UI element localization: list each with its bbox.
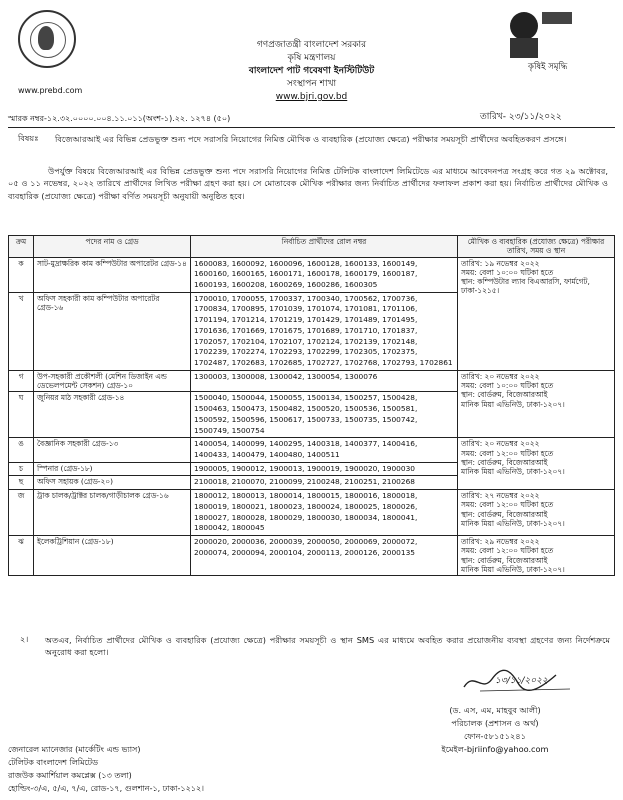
row-post: অফিস সহকারী কাম কম্পিউটার অপারেটর গ্রেড-১৬ [34, 292, 191, 370]
row-post: ট্রাক চালক/ট্রাক্টর চালক/গাড়ীচালক গ্রেড-১৬ [34, 490, 191, 536]
row-post: স্পিনার (গ্রেড-১৮) [34, 462, 191, 476]
row-schedule: তারিখ: ২৭ নভেম্বর ২০২২ সময়: বেলা ১২:০০ ঘটিকা হতে স্থান: বোর্ডরুম, বিজেআরআই মানিক মিয়া এভিনিউ, ঢাকা-১২০৭। [458, 490, 615, 536]
row-rolls: 2100018, 2100070, 2100099, 2100248, 2100251, 2100268 [191, 476, 458, 490]
row-serial: ছ [9, 476, 34, 490]
table-row [9, 490, 615, 536]
row-serial: ক [9, 257, 34, 292]
table-row [9, 370, 615, 392]
table-row [9, 536, 615, 576]
row-serial: খ [9, 292, 34, 370]
memo-date: তারিখ- ২৩/১১/২০২২ [480, 112, 562, 122]
closing-text: অতএব, নির্বাচিত প্রার্থীদের মৌখিক ও ব্যবহারিক (প্রযোজ্য ক্ষেত্রে) পরীক্ষার সময়সূচী ও স্থান SMS এর মাধ্যমে অবহিত করার প্রয়োজনীয় ব্যবস্থা গ্রহণের জন্য নির্দেশক্রমে অনুরোধ করা হলো। [45, 635, 610, 658]
address-line-1: জেনারেল ম্যানেজার (মার্কেটিং এন্ড ভ্যাস) [8, 745, 141, 754]
row-serial: জ [9, 490, 34, 536]
body-paragraph: উপর্যুক্ত বিষয়ে বিজেআরআই এর বিভিন্ন প্রেডভুক্ত শুন্য পদে সরাসরি নিয়োগের নিমিত্ত টেলিটক বাংলাদেশ লিমিটেডে এর মাধ্যমে আবেদনপত্র সংগ্রহ করে গত ২৯ অক্টোবর, ০৫ ও ১১ নভেম্বর, ২০২২ তারিখে প্রার্থীদের লিখিত পরীক্ষা গ্রহণ করা হয়। সে মোতাবেক মৌখিক পরীক্ষার জন্য নির্বাচিত প্রার্থীদের ফলাফল প্রকাশ করা হয়। নির্বাচিত প্রার্থীদের মৌখিক ও ব্যবহারিক (প্রযোজ্য ক্ষেত্রে) পরীক্ষা বর্ণিত সময়সূচী অনুযায়ী অনুষ্ঠিত হবে। [8, 166, 608, 201]
row-serial: গ [9, 370, 34, 392]
institute-title: বাংলাদেশ পাট গবেষণা ইনস্টিটিউট [248, 66, 375, 76]
signatory-designation: পরিচালক (প্রশাসন ও অর্থ) [451, 718, 539, 728]
memo-ref: স্মারক নম্বর-১২.৩২.০০০০.০০৪.১১.০১১(অংশ-১).২২. ১২৭৪ (৫০) [8, 114, 231, 123]
row-schedule: তারিখ: ২০ নভেম্বর ২০২২ সময়: বেলা ১০:০০ ঘটিকা হতে স্থান: বোর্ডরুম, বিজেআরআই মানিক মিয়া এভিনিউ, ঢাকা-১২০৭। [458, 370, 615, 437]
row-serial: ঘ [9, 392, 34, 438]
row-post: উপ-সহকারী প্রকৌশলী (মেশিন ডিজাইন এন্ড ডেভেলপমেন্ট সেকশন) গ্রেড-১০ [34, 370, 191, 392]
signature-date: ১৩/১১/২০২২ [495, 676, 548, 686]
website-center[interactable]: www.bjri.gov.bd [275, 92, 348, 102]
divider [8, 127, 615, 128]
row-schedule: তারিখ: ২০ নভেম্বর ২০২২ সময়: বেলা ১২:০০ ঘটিকা হতে স্থান: বোর্ডরুম, বিজেআরআই মানিক মিয়া এভিনিউ, ঢাকা-১২০৭। [458, 438, 615, 490]
row-post: সাট-মুদ্রাক্ষরিক কাম কম্পিউটার অপারেটর গ্রেড-১৪ [34, 257, 191, 292]
row-rolls: 1700010, 1700055, 1700337, 1700340, 1700562, 1700736, 1700834, 1700895, 1701039, 1701074, 1701081, 1701106, 1701194, 1701214, 1701219, 1701429, 1701489, 1701495, 1701636, 1701669, 1701675, 1701689, 1701710, 1701837, 1702057, 1702104, 1702107, 1702124, 1702139, 1702148, 1702239, 1702274, 1702293, 1702299, 1702305, 1702375, 1702487, 1702683, 1702685, 1702727, 1702768, 1702793, 1702861 [191, 292, 458, 370]
table-row [9, 257, 615, 292]
ministry-title: কৃষি মন্ত্রণালয় [287, 53, 336, 63]
closing-number: ২। [20, 634, 29, 644]
row-schedule: তারিখ: ২৯ নভেম্বর ২০২২ সময়: বেলা ১২:০০ ঘটিকা হতে স্থান: বোর্ডরুম, বিজেআরআই মানিক মিয়া এভিনিউ, ঢাকা-১২০৭। [458, 536, 615, 576]
row-schedule: তারিখ: ১৯ নভেম্বর ২০২২ সময়: বেলা ১০:০০ ঘটিকা হতে স্থান: কম্পিউটার ল্যাব বিএআরসি, ফার্মগেট, ঢাকা-১২১৫। [458, 257, 615, 370]
address-line-4: হোল্ডিং-৩/এ, ৫/এ, ৭/এ, রোড-১৭, গুলশান-১, ঢাকা-১২১২। [8, 784, 205, 793]
row-post: অফিস সহায়ক (গ্রেড-২০) [34, 476, 191, 490]
row-rolls: 1300003, 1300008, 1300042, 1300054, 1300076 [191, 370, 458, 392]
signatory-phone: ফোন-৫৮১৫১২৪১ [463, 731, 527, 741]
signatory-email[interactable]: ইমেইল-bjriinfo@yahoo.com [441, 744, 549, 754]
subject-label: বিষয়ঃ [18, 133, 39, 143]
website-left[interactable]: www.prebd.com [18, 86, 83, 95]
col-header-post: পদের নাম ও গ্রেড [34, 236, 191, 258]
row-serial: চ [9, 462, 34, 476]
row-post: জুনিয়র মাঠ সহকারী গ্রেড-১৪ [34, 392, 191, 438]
col-header-schedule: মৌখিক ও ব্যবহারিক (প্রযোজ্য ক্ষেত্রে) পরীক্ষার তারিখ, সময় ও স্থান [458, 236, 615, 258]
row-rolls: 2000020, 2000036, 2000039, 2000050, 2000069, 2000072, 2000074, 2000094, 2000104, 2000113, 2000126, 2000135 [191, 536, 458, 576]
slogan: কৃষিই সমৃদ্ধি [528, 62, 568, 72]
row-rolls: 1600083, 1600092, 1600096, 1600128, 1600133, 1600149, 1600160, 1600165, 1600171, 1600178, 1600179, 1600187, 1600193, 1600208, 1600269, 1600286, 1600305 [191, 257, 458, 292]
row-rolls: 1800012, 1800013, 1800014, 1800015, 1800016, 1800018, 1800019, 1800021, 1800023, 1800024, 1800025, 1800026, 1800027, 1800028, 1800029, 1800030, 1800034, 1800041, 1800042, 1800045 [191, 490, 458, 536]
row-rolls: 1400054, 1400099, 1400295, 1400318, 1400377, 1400416, 1400433, 1400479, 1400480, 1400511 [191, 438, 458, 462]
col-header-rolls: নির্বাচিত প্রার্থীদের রোল নম্বর [191, 236, 458, 258]
table-header-row [9, 236, 615, 258]
signatory-name: (ড. এস, এম, মাহবুব আলী) [449, 705, 541, 715]
gov-title: গণপ্রজাতন্ত্রী বাংলাদেশ সরকার [256, 40, 367, 50]
row-serial: ঝ [9, 536, 34, 576]
row-post: ইলেকট্রিশিয়ান (গ্রেড-১৮) [34, 536, 191, 576]
row-rolls: 1500040, 1500044, 1500055, 1500134, 1500257, 1500428, 1500463, 1500473, 1500482, 1500520, 1500536, 1500581, 1500592, 1500596, 1500617, 1500733, 1500735, 1500742, 1500749, 1500754 [191, 392, 458, 438]
row-post: বৈজ্ঞানিক সহকারী গ্রেড-১৩ [34, 438, 191, 462]
schedule-table [8, 235, 615, 576]
row-rolls: 1900005, 1900012, 1900013, 1900019, 1900020, 1900030 [191, 462, 458, 476]
portrait-emblem [500, 4, 580, 60]
col-header-serial: ক্রম [9, 236, 34, 258]
table-row [9, 438, 615, 462]
address-line-2: টেলিটক বাংলাদেশ লিমিটেড [8, 758, 98, 767]
address-line-3: রাজউক কমার্শিয়াল কমপ্লেক্স (১৩ তলা) [8, 771, 132, 780]
row-serial: ঙ [9, 438, 34, 462]
branch-title: সংস্থাপন শাখা [286, 79, 337, 89]
subject-text: বিজেআরআই এর বিভিন্ন প্রেডভুক্ত শুন্য পদে সরাসরি নিয়োগের নিমিত্ত মৌখিক ও ব্যবহারিক (প্রযোজ্য ক্ষেত্রে) পরীক্ষার সময়সূচী প্রার্থীদের অবহিতকরণ প্রসঙ্গে। [55, 134, 567, 144]
